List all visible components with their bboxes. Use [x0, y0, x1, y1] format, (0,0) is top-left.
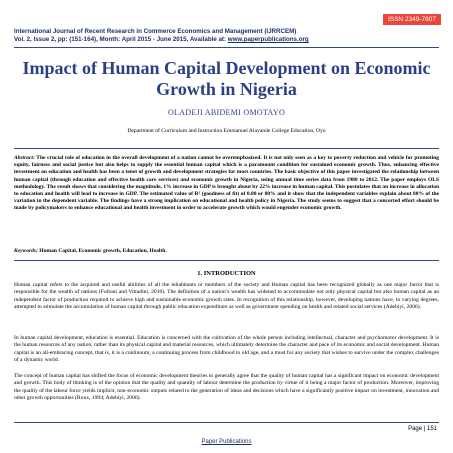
keywords-block [14, 248, 439, 254]
body-paragraph: In human capital development, education is essential. Education is concerned with the cultivation of the whole person including intellectual, character and psychomotor development. It is the human resources of any nation, rather than its physical capital and material resources, which ultimately determine the character and pace of its economic and social development. Human capital is an all-embracing concept, that is, it is a continuum, a continuing process from childhood to old age, and a must for any society that wishes to survive under the complex challenges of a dynamic world. [14, 335, 439, 363]
author-affiliation: Department of Curriculum and Instruction Emmanuel Alayande College Education, Oyo [127, 128, 326, 134]
footer-divider [14, 422, 439, 423]
page-number: Page | 151 [408, 426, 437, 432]
keywords-text: Human Capital, Economic growth, Education, Health. [39, 248, 167, 254]
body-paragraph: The concept of human capital has shifted the focus of economic development theories to generally agree that the quality of human capital has a significant impact on economic development and growth. This body of thinking is of the opinion that the quality and quantity of labour determine the production by virtue of it being a major factor of production. Moreover, improving the quality of the labour force yields implicit, non-economic outputs related to the generation of ideas and decisions which have a significantly positive impact on investment, innovation and other growth opportunities (Roux, 1994; Adebiyi, 2006). [14, 373, 439, 401]
journal-name: International Journal of Recent Research in Commerce Economics and Management (IJRRCEM) [14, 28, 297, 35]
journal-issue-line [14, 36, 439, 44]
journal-url-link[interactable]: www.paperpublications.org [227, 36, 309, 43]
abstract-block [14, 155, 439, 213]
journal-volume-info: Vol. 2, Issue 2, pp: (151-164), Month: April 2015 - June 2015, Available at: [14, 36, 228, 43]
abstract-text: The crucial role of education in the overall development of a nation cannot be overemphasized. It is not only seen as a key to poverty reduction and vehicle for promoting equity, fairness and social justice but also helps to supply the essential human capital which is a paramount condition for sustained economic growth. Thus, enhancing effective investment on education and health has been a tenet of growth and development strategies for most countries. The basic objective of this paper investigated the relationship between human capital (through education and effective health care services) and economic growth in Nigeria, using annual time series data from 1980 to 2012. The paper employs OLS methodology. The result shows that considering the magnitude, 1% increase in GDP is brought about by 22% increase in human capital. This postulates that an increase in allocation to education and health will lead to increase in GDP. The estimated value of R² (goodness of fit) of 0.80 or 80% and it show that the independent variables explain about 80% of the variation in the dependent variable. The findings have a strong implication on educational and health policy in Nigeria. The study seems to suggest that a concerted effort should be made by policymakers to enhance educational and health investment in order to accelerate growth which would engender economic growth. [14, 155, 439, 212]
header-divider [14, 47, 439, 48]
section-heading-introduction: 1. INTRODUCTION [197, 270, 256, 277]
abstract-bottom-divider [14, 260, 439, 261]
journal-header [14, 28, 439, 44]
abstract-top-divider [14, 148, 439, 149]
paper-title: Impact of Human Capital Development on Economic Growth in Nigeria [22, 58, 431, 99]
body-paragraph: Human capital refers to the acquired and useful abilities of all the inhabitants or members of the society and Human capital has been recognized globally as one major factor that is responsible for the wealth of nations (Folloni and Vittadini, 2010). The definition of a nation’s wealth has widened to accommodate not only physical capital but also human capital as an independent factor of production required to achieve high and sustainable economic growth rates. In recognition of this relationship, however, developing nations have, in varying degrees, attempted to stimulate the accumulation of human capital through public education expenditure as well as government spending on health and related social services (Adebiyi, 2006). [14, 282, 439, 310]
issn-badge: ISSN 2349-7807 [383, 14, 441, 25]
keywords-label: Keywords: [14, 248, 38, 254]
publisher-link[interactable]: Paper Publications [201, 439, 252, 445]
paper-author: OLADEJI ABIDEMI OMOTAYO [167, 108, 286, 117]
abstract-label: Abstract: [14, 155, 35, 161]
